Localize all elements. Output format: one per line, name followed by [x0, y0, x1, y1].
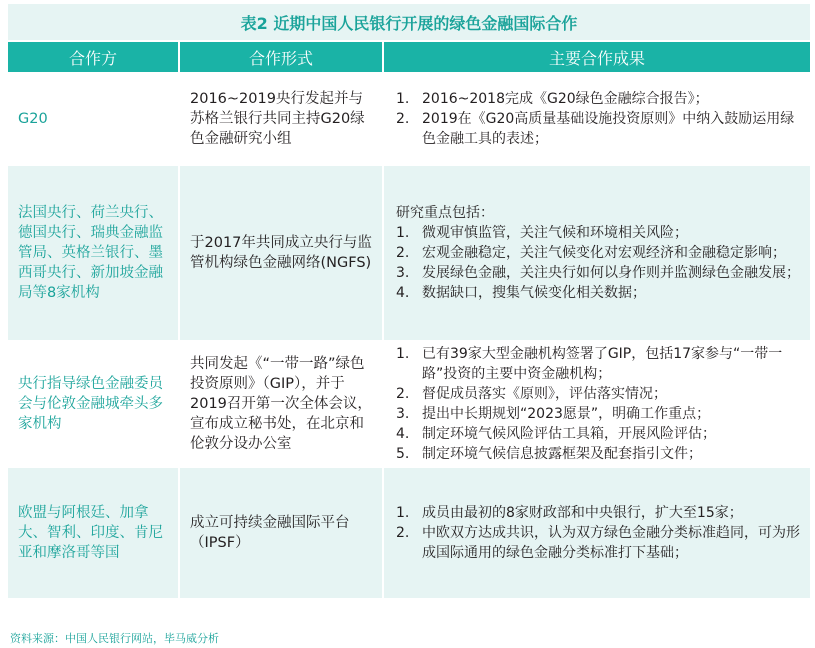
table-row: [8, 166, 810, 340]
partner-cell: 法国央行、荷兰央行、德国央行、瑞典金融监管局、英格兰银行、墨西哥央行、新加坡金融局等8家机构: [8, 166, 180, 340]
result-item: 1. 微观审慎监管，关注气候和环境相关风险；: [396, 225, 688, 241]
source-note: 资料来源：中国人民银行网站，毕马威分析: [10, 632, 219, 645]
table-row: [8, 340, 810, 468]
results-cell: [384, 72, 810, 166]
result-item: 2. 督促成员落实《原则》，评估落实情况；: [396, 386, 667, 402]
result-item: 4. 数据缺口，搜集气候变化相关数据；: [396, 285, 646, 301]
form-cell: 成立可持续金融国际平台（IPSF）: [180, 468, 384, 598]
header-results: 主要合作成果: [548, 48, 645, 68]
results-cell: [384, 166, 810, 340]
result-item: 2. 中欧双方达成共识，认为双方绿色金融分类标准趋同，可为形成国际通用的绿色金融分类标准打下基础；: [396, 525, 800, 561]
partner-cell: G20: [8, 72, 180, 166]
result-item: 3. 提出中长期规划“2023愿景”，明确工作重点；: [396, 406, 711, 422]
result-item: 2. 2019在《G20高质量基础设施投资原则》中纳入鼓励运用绿色金融工具的表述；: [396, 111, 795, 147]
form-cell: 共同发起《“一带一路”绿色投资原则》（GIP），并于2019召开第一次全体会议，宣布成立秘书处，在北京和伦敦分设办公室: [180, 340, 384, 468]
results-intro: 研究重点包括：: [396, 205, 494, 221]
partner-cell: 欧盟与阿根廷、加拿大、智利、印度、肯尼亚和摩洛哥等国: [8, 468, 180, 598]
table-title: 表2 近期中国人民银行开展的绿色金融国际合作: [8, 4, 810, 40]
partner-cell: 央行指导绿色金融委员会与伦敦金融城牵头多家机构: [8, 340, 180, 468]
table-header-row: [8, 42, 810, 72]
header-form: 合作形式: [180, 42, 384, 72]
cooperation-table: [8, 42, 810, 598]
header-partner: 合作方: [8, 42, 180, 72]
result-item: 2. 宏观金融稳定，关注气候变化对宏观经济和金融稳定影响；: [396, 245, 786, 261]
results-cell: [384, 340, 810, 468]
result-item: 1. 已有39家大型金融机构签署了GIP，包括17家参与“一带一路”投资的主要中资金融机构；: [396, 346, 783, 382]
result-item: 3. 发展绿色金融，关注央行如何以身作则并监测绿色金融发展；: [396, 265, 800, 281]
result-item: 4. 制定环境气候风险评估工具箱，开展风险评估；: [396, 426, 716, 442]
table-row: [8, 468, 810, 598]
result-item: 5. 制定环境气候信息披露框架及配套指引文件；: [396, 446, 702, 462]
table-row: [8, 72, 810, 166]
form-cell: 2016~2019央行发起并与苏格兰银行共同主持G20绿色金融研究小组: [180, 72, 384, 166]
results-cell: [384, 468, 810, 598]
result-item: 1. 成员由最初的8家财政部和中央银行，扩大至15家；: [396, 505, 743, 521]
form-cell: 于2017年共同成立央行与监管机构绿色金融网络(NGFS): [180, 166, 384, 340]
result-item: 1. 2016~2018完成《G20绿色金融综合报告》；: [396, 91, 709, 107]
